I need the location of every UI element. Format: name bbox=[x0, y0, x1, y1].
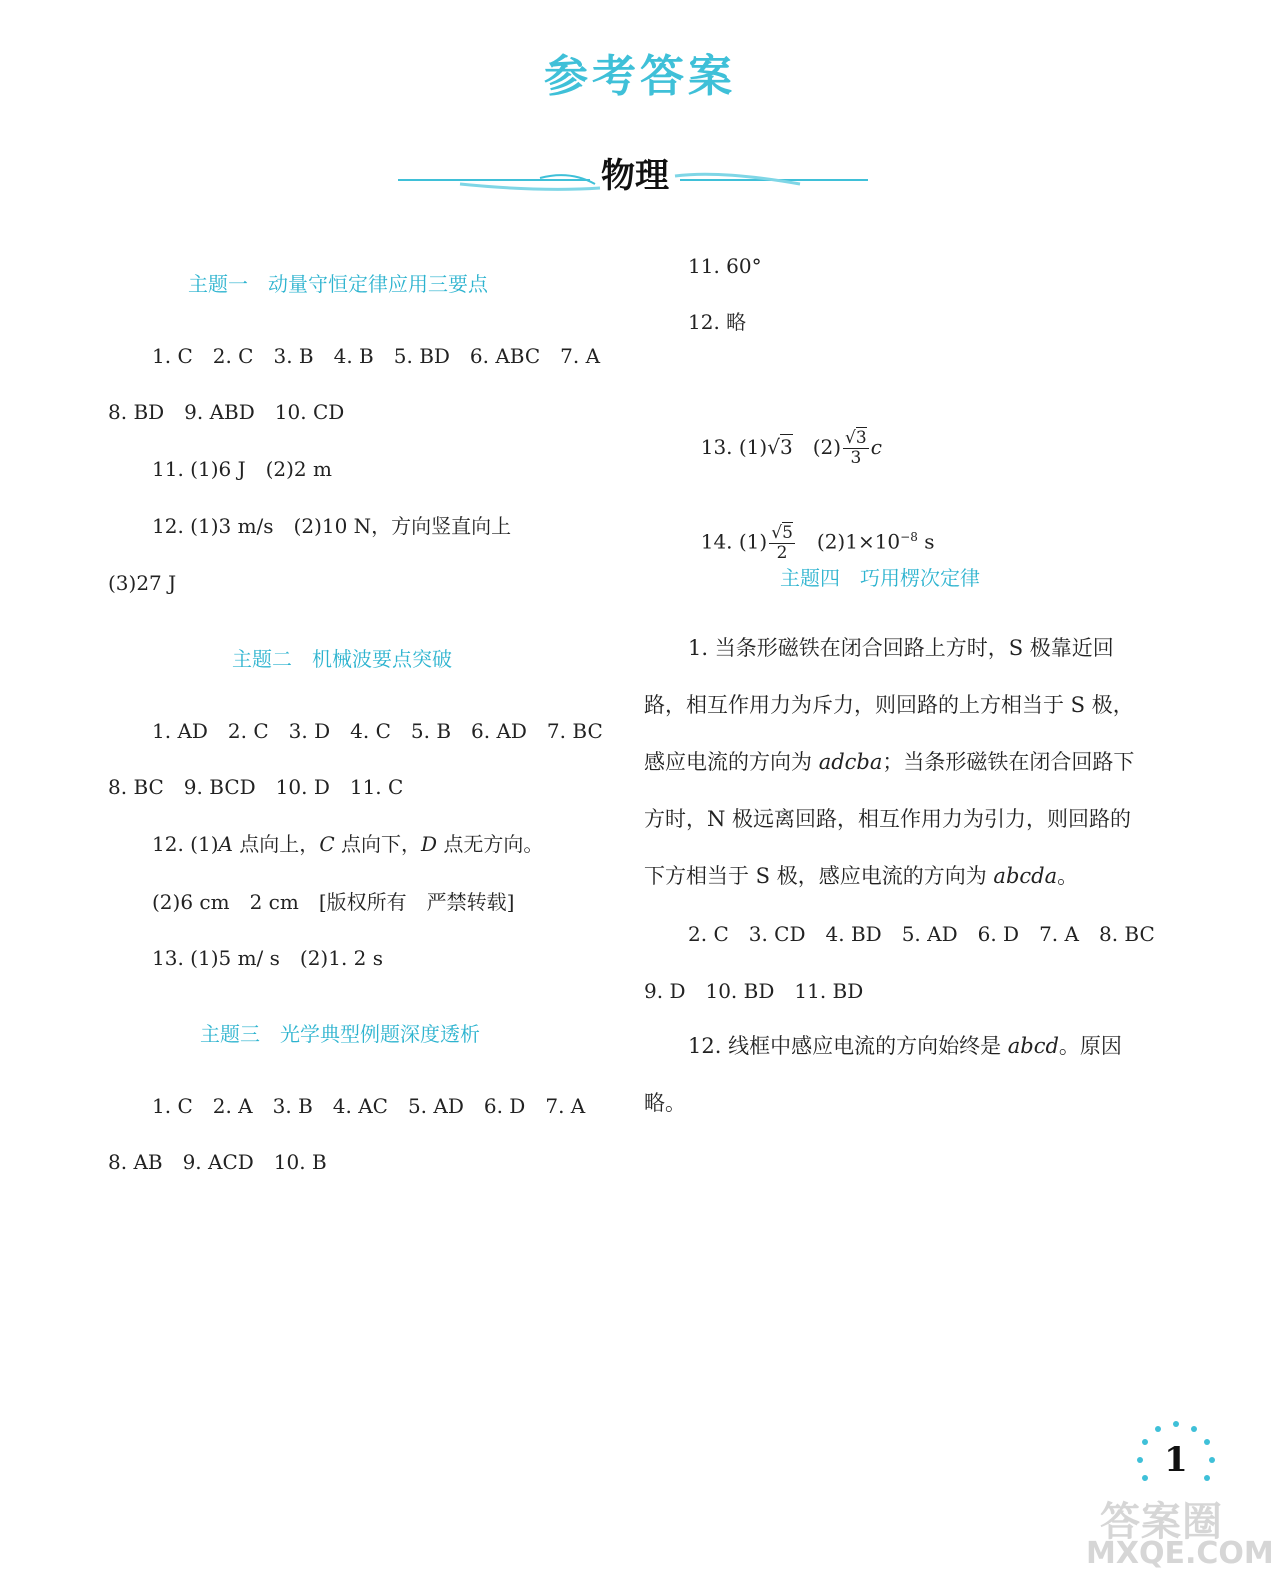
answer-paragraph: 1. 当条形磁铁在闭合回路上方时，S 极靠近回路，相互作用力为斥力，则回路的上方相当于 S 极，感应电流的方向为 adcba；当条形磁铁在闭合回路下方时，N 极远离回路，相互作用力为引力，则回路的下方相当于 S 极，感应电流的方向为 abcda。 bbox=[644, 636, 1135, 888]
answer-line: 13. (1)√3 (2) $\frac{√3}{3}$ c bbox=[700, 428, 882, 468]
answer-line: 2. C 3. CD 4. BD 5. AD 6. D 7. A 8. BC bbox=[688, 922, 1155, 946]
answer-line: 1. C 2. A 3. B 4. AC 5. AD 6. D 7. A bbox=[152, 1094, 586, 1118]
page-number: 1 bbox=[1148, 1432, 1204, 1488]
answer-line: 14. (1) $\frac{√5}{2}$ $(2)1\times 10^{-8}$ s bbox=[700, 522, 935, 563]
answer-line: 12. 略 bbox=[688, 310, 747, 334]
answer-line: 8. BD 9. ABD 10. CD bbox=[108, 400, 345, 424]
answer-line: 11. (1)6 J (2)2 m bbox=[152, 457, 332, 481]
answer-paragraph: 12. 线框中感应电流的方向始终是 abcd。原因略。 bbox=[644, 1034, 1122, 1115]
section-title-4: 主题四 巧用楞次定律 bbox=[780, 566, 980, 590]
section-title-1: 主题一 动量守恒定律应用三要点 bbox=[188, 272, 488, 296]
answer-line: 12. (1)3 m/s (2)10 N，方向竖直向上 bbox=[152, 514, 512, 538]
section-title-3: 主题三 光学典型例题深度透析 bbox=[200, 1022, 480, 1046]
watermark-url: MXQE.COM bbox=[1086, 1536, 1274, 1571]
answer-line: 1. AD 2. C 3. D 4. C 5. B 6. AD 7. BC bbox=[152, 719, 603, 743]
answer-line: 12. (1)A 点向上，C 点向下，D 点无方向。 bbox=[152, 832, 544, 856]
answer-line: 1. C 2. C 3. B 4. B 5. BD 6. ABC 7. A bbox=[152, 344, 601, 368]
section-title-2: 主题二 机械波要点突破 bbox=[232, 647, 452, 671]
answer-line: 9. D 10. BD 11. BD bbox=[644, 979, 864, 1003]
answer-line: (3)27 J bbox=[108, 571, 177, 595]
answer-line: 11. 60° bbox=[688, 254, 762, 278]
subject-banner bbox=[390, 140, 880, 210]
fraction: $\frac{√3}{3}$ bbox=[845, 428, 867, 468]
answer-line: 8. AB 9. ACD 10. B bbox=[108, 1150, 327, 1174]
answer-line: 8. BC 9. BCD 10. D 11. C bbox=[108, 775, 404, 799]
watermark-text: 答案圈 bbox=[1100, 1499, 1223, 1545]
answer-line: (2)6 cm 2 cm [版权所有 严禁转载] bbox=[152, 890, 515, 914]
page-title: 参考答案 bbox=[544, 51, 736, 102]
subject-title: 物理 bbox=[601, 156, 669, 196]
fraction: $\frac{√5}{2}$ bbox=[771, 522, 793, 563]
answer-line: 13. (1)5 m/ s (2)1. 2 s bbox=[152, 946, 384, 970]
